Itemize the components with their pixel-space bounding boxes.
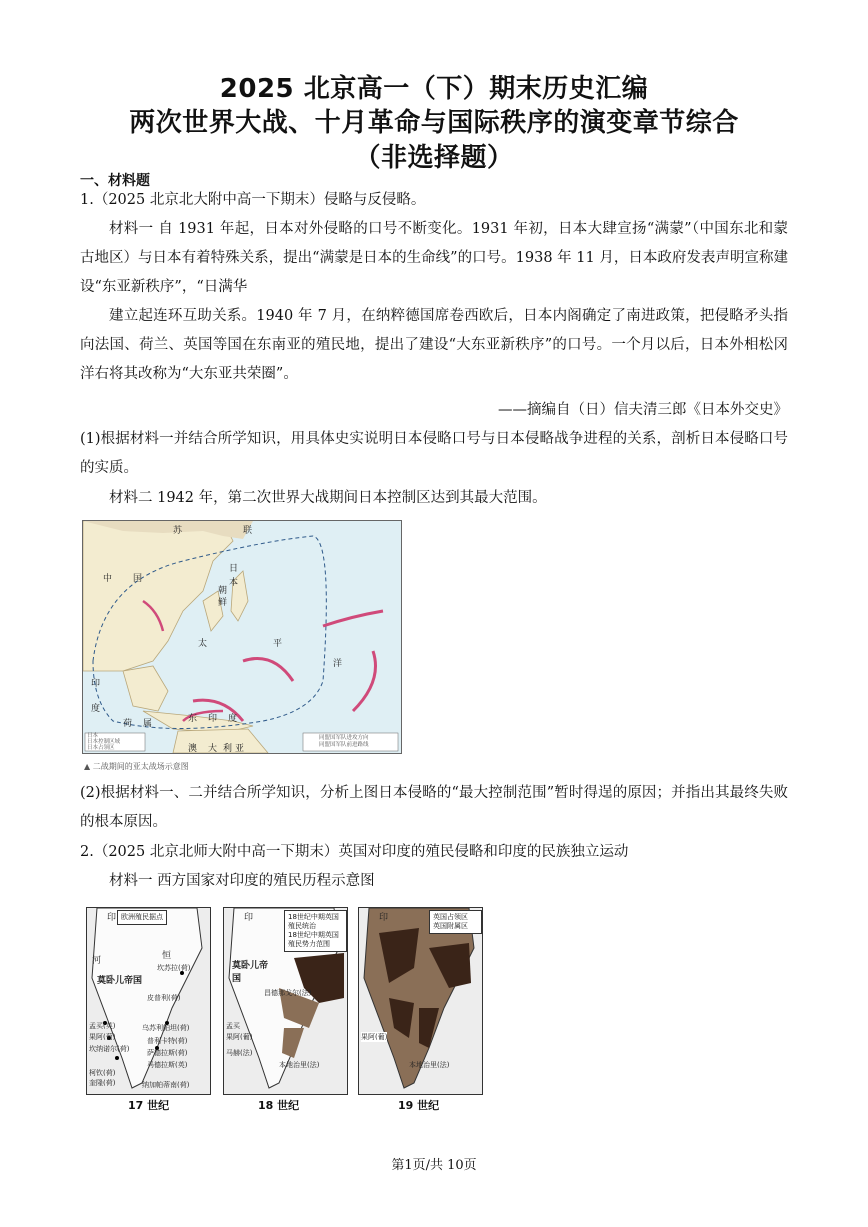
map-label: 洋	[333, 659, 343, 669]
map-label: 印	[208, 714, 218, 724]
map-legend-left: 日本 日本控制区域 日本占领区	[87, 733, 121, 751]
q1-heading: 1.（2025 北京北大附中高一下期末）侵略与反侵略。	[80, 192, 426, 208]
q1-source: ——摘编自（日）信夫清三郎《日本外交史》	[498, 402, 788, 418]
map-label: 度	[91, 704, 101, 714]
map-label: 印	[91, 679, 101, 689]
map-label: 荷	[123, 719, 133, 729]
q2-heading: 2.（2025 北京北师大附中高一下期末）英国对印度的殖民侵略和印度的民族独立运动	[80, 844, 629, 860]
q1-material2: 材料二 1942 年，第二次世界大战期间日本控制区达到其最大范围。	[109, 490, 547, 506]
q1-material1-p2: 建立起连环互助关系。1940 年 7 月，在纳粹德国席卷西欧后，日本内阁确定了南进政策，把侵略矛头指向法国、荷兰、英国等国在东南亚的殖民地，提出了建设“大东亚新秩序”的口号。一个月以后，日本外相松冈洋右将其改称为“大东亚共荣圈”。	[80, 308, 788, 382]
map-label: 度	[228, 714, 238, 724]
india-map-19th: 英国占领区 英国附属区 果阿(葡) 本地治里(法) 印	[358, 907, 483, 1095]
q1-material1-p1: 材料一 自 1931 年起，日本对外侵略的口号不断变化。1931 年初，日本大肆宣扬“满蒙”（中国东北和蒙古地区）与日本有着特殊关系，提出“满蒙是日本的生命线”的口号。1938 年 11 月，日本政府发表声明宣称建设“东亚新秩序”，“日满华	[80, 221, 788, 295]
map-label: 朝	[218, 586, 228, 596]
map-label: 属	[143, 719, 153, 729]
century-label-17th: 17 世纪	[128, 1099, 170, 1112]
century-label-19th: 19 世纪	[398, 1099, 440, 1112]
q1-question1: (1)根据材料一并结合所学知识，用具体史实说明日本侵略口号与日本侵略战争进程的关系，剖析日本侵略口号的实质。	[80, 431, 788, 476]
section-title: 一、材料题	[80, 173, 150, 189]
map-label: 澳	[188, 744, 198, 754]
map-label: 中	[103, 574, 113, 584]
legend-19th: 英国占领区 英国附属区	[429, 910, 482, 934]
map-label: 鲜	[218, 598, 228, 608]
map-label: 太	[198, 639, 208, 649]
doc-title-line1: 2025 北京高一（下）期末历史汇编	[219, 74, 649, 104]
india-map-17th: 欧洲殖民据点 莫卧儿帝国 坎苏拉(荷) 皮普利(荷) 乌苏利帕坦(荷) 孟买(英) 果阿(葡) 坎纳诺尔(荷) 柯钦(荷) 奎隆(荷) 普利卡特(荷) 萨德拉斯(荷) 马德拉斯(英) 纳加帕蒂南(荷) 恒 河 印	[86, 907, 211, 1095]
map-label: 东	[188, 714, 198, 724]
map-label: 国	[133, 574, 143, 584]
map-label: 联	[243, 526, 253, 536]
india-map-18th: 18世纪中期英国殖民统治 18世纪中期英国殖民势力范围 莫卧儿帝国 昌德那戈尔(法) 孟买 果阿(葡) 马赫(法) 本地治里(法) 印	[223, 907, 348, 1095]
century-label-18th: 18 世纪	[258, 1099, 300, 1112]
map-label: 大	[208, 744, 218, 754]
map-label: 苏	[173, 526, 183, 536]
map-legend-right: 同盟国军队进攻方向 同盟国军队前进路线	[319, 735, 369, 748]
map-label: 日	[229, 564, 239, 574]
map-label: 利	[223, 744, 233, 754]
q1-question2: (2)根据材料一、二并结合所学知识，分析上图日本侵略的“最大控制范围”暂时得逞的原因；并指出其最终失败的根本原因。	[80, 785, 788, 830]
page-footer: 第1页/共 10页	[391, 1158, 477, 1173]
legend-18th: 18世纪中期英国殖民统治 18世纪中期英国殖民势力范围	[284, 910, 347, 952]
legend-17th: 欧洲殖民据点	[117, 910, 167, 925]
map-label: 本	[229, 578, 239, 588]
asia-pacific-map	[82, 520, 402, 754]
doc-title-line3: （非选择题）	[354, 143, 514, 173]
q2-material1: 材料一 西方国家对印度的殖民历程示意图	[109, 873, 375, 889]
map-caption: ▲ 二战期间的亚太战场示意图	[84, 762, 189, 771]
map-label: 亚	[235, 744, 245, 754]
map-label: 平	[273, 639, 283, 649]
doc-title-line2: 两次世界大战、十月革命与国际秩序的演变章节综合	[129, 108, 739, 138]
